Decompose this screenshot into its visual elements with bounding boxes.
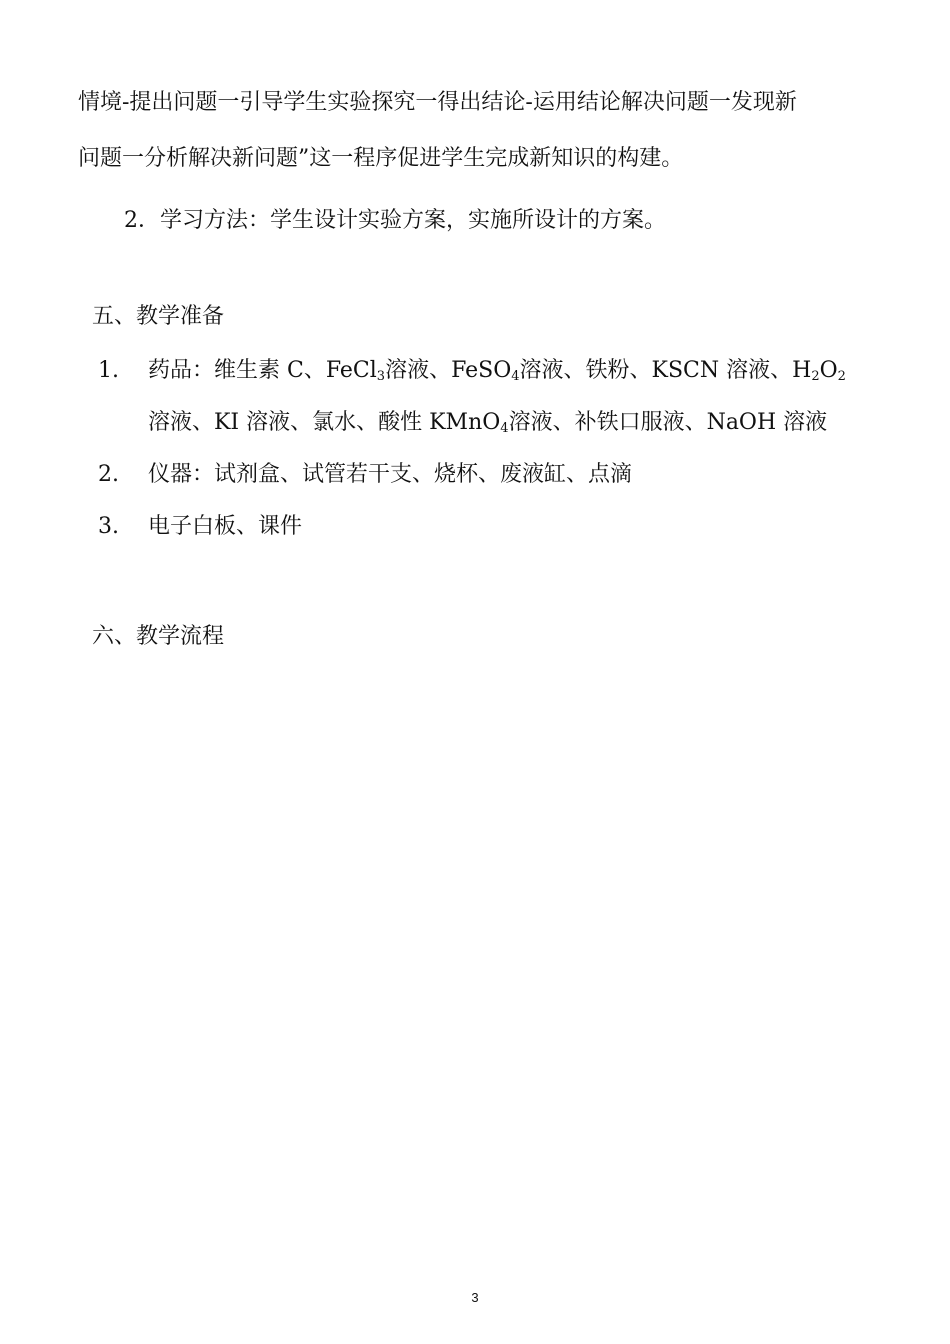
- method-text: 学习方法：学生设计实验方案，实施所设计的方案。: [160, 208, 667, 233]
- list-number-3: 3.: [98, 514, 119, 539]
- list-number-1: 1.: [98, 358, 119, 383]
- reagents-text-a: 药品：维生素 C、FeCl: [148, 358, 377, 383]
- section-6-heading: 六、教学流程: [92, 624, 225, 649]
- intro-line-1: 情境-提出问题一引导学生实验探究一得出结论-运用结论解决问题一发现新: [78, 90, 797, 115]
- list-item-3: 电子白板、课件: [148, 514, 303, 539]
- reagents-text-d: O: [819, 358, 838, 383]
- subscript: 2: [811, 369, 820, 384]
- list-item-1-line-1: [148, 356, 846, 386]
- page-number: 3: [471, 1290, 479, 1305]
- list-number-2: 2.: [98, 462, 119, 487]
- learning-method: [124, 206, 666, 236]
- list-item-1-line-2: [148, 408, 827, 438]
- subscript: 4: [500, 421, 509, 436]
- subscript: 3: [376, 369, 386, 384]
- subscript: 4: [511, 369, 520, 384]
- reagents-text-e: 溶液、KI 溶液、氯水、酸性 KMnO: [148, 410, 501, 435]
- section-5-heading: 五、教学准备: [92, 304, 225, 329]
- reagents-text-f: 溶液、补铁口服液、NaOH 溶液: [508, 410, 828, 435]
- list-item-2: 仪器：试剂盒、试管若干支、烧杯、废液缸、点滴: [148, 462, 633, 487]
- subscript: 2: [837, 369, 846, 384]
- method-number: 2．: [124, 208, 160, 233]
- intro-line-2: 问题一分析解决新问题”这一程序促进学生完成新知识的构建。: [78, 146, 684, 171]
- reagents-text-c: 溶液、铁粉、KSCN 溶液、H: [519, 358, 812, 383]
- reagents-text-b: 溶液、FeSO: [385, 358, 512, 383]
